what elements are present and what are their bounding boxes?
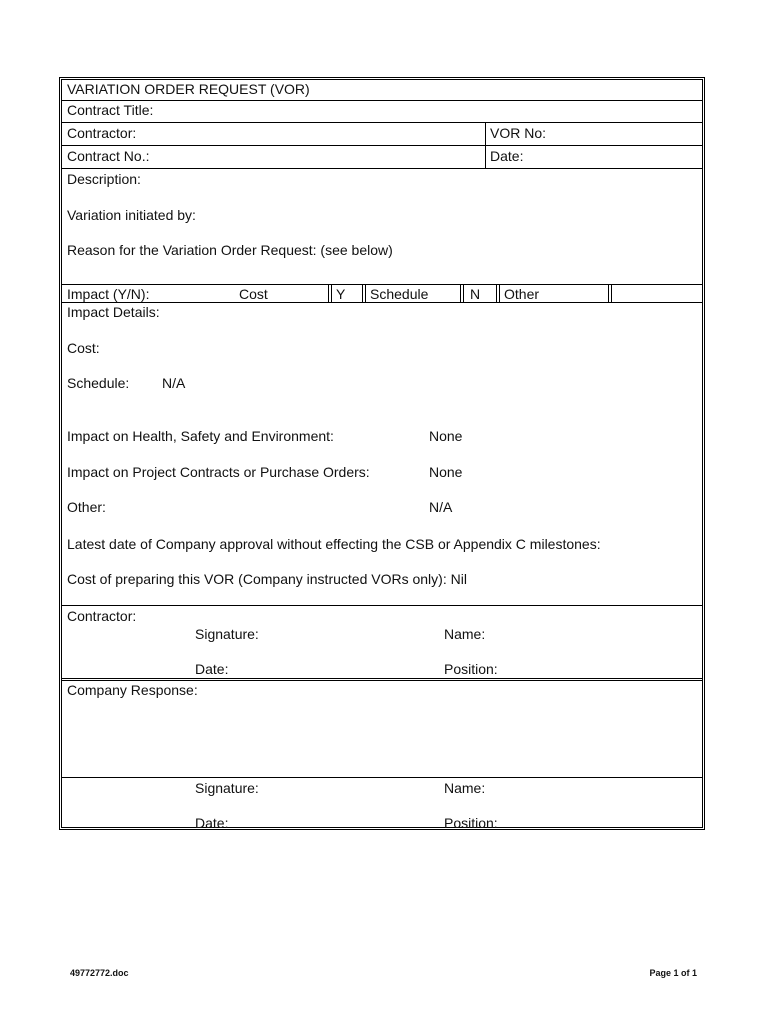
contract-title-row: [62, 100, 702, 122]
impact-row: [62, 284, 702, 303]
contract-no-row: [62, 145, 702, 168]
date-label: Date:: [490, 148, 524, 164]
company-response-block: [62, 678, 702, 777]
cell-divider: [496, 285, 500, 302]
contracts-impact-label: Impact on Project Contracts or Purchase Orders:: [67, 464, 370, 480]
contract-no-label: Contract No.:: [67, 148, 150, 164]
reason-label: Reason for the Variation Order Request: (see below): [67, 242, 393, 258]
details-schedule-value: N/A: [162, 375, 186, 391]
contractor-signature-label: Signature:: [195, 626, 259, 642]
impact-other-label: Other: [504, 286, 540, 302]
cell-divider: [362, 285, 366, 302]
form-title: VARIATION ORDER REQUEST (VOR): [67, 81, 310, 97]
column-divider: [485, 146, 486, 168]
details-cost-label: Cost:: [67, 340, 100, 356]
contractor-signature-block: [62, 605, 702, 678]
contractor-row: [62, 122, 702, 145]
variation-initiated-label: Variation initiated by:: [67, 207, 196, 223]
details-schedule-label: Schedule:: [67, 375, 130, 391]
details-other-value: N/A: [429, 499, 453, 515]
impact-label: Impact (Y/N):: [67, 286, 150, 302]
title-row: [62, 80, 702, 100]
impact-details-block: [62, 303, 702, 605]
impact-schedule-value: N: [470, 286, 481, 302]
vor-form: [59, 77, 705, 830]
latest-date-text: Latest date of Company approval without effecting the CSB or Appendix C milestones:: [67, 536, 601, 552]
vor-no-label: VOR No:: [490, 125, 547, 141]
contract-title-label: Contract Title:: [67, 102, 154, 118]
description-block: [62, 168, 702, 284]
contracts-impact-value: None: [429, 464, 463, 480]
contractor-name-label: Name:: [444, 626, 486, 642]
details-other-label: Other:: [67, 499, 106, 515]
hse-label: Impact on Health, Safety and Environment:: [67, 428, 334, 444]
footer-doc-id: 49772772.doc: [70, 968, 129, 978]
impact-cost-value: Y: [336, 286, 346, 302]
cell-divider: [460, 285, 464, 302]
impact-schedule-label: Schedule: [370, 286, 429, 302]
contractor-label: Contractor:: [67, 125, 137, 141]
company-position-label: Position:: [444, 815, 498, 831]
company-signature-label: Signature:: [195, 780, 259, 796]
contractor-position-label: Position:: [444, 661, 498, 677]
company-name-label: Name:: [444, 780, 486, 796]
company-date-label: Date:: [195, 815, 229, 831]
contractor-sign-heading: Contractor:: [67, 608, 137, 624]
impact-details-heading: Impact Details:: [67, 304, 160, 320]
column-divider: [485, 123, 486, 145]
hse-value: None: [429, 428, 463, 444]
cell-divider: [608, 285, 612, 302]
cost-preparing-text: Cost of preparing this VOR (Company instructed VORs only): Nil: [67, 571, 467, 587]
company-response-heading: Company Response:: [67, 682, 198, 698]
cell-divider: [328, 285, 332, 302]
company-signature-block: [62, 777, 702, 831]
footer-page-number: Page 1 of 1: [649, 968, 697, 978]
description-label: Description:: [67, 171, 141, 187]
impact-cost-label: Cost: [239, 286, 268, 302]
contractor-date-label: Date:: [195, 661, 229, 677]
